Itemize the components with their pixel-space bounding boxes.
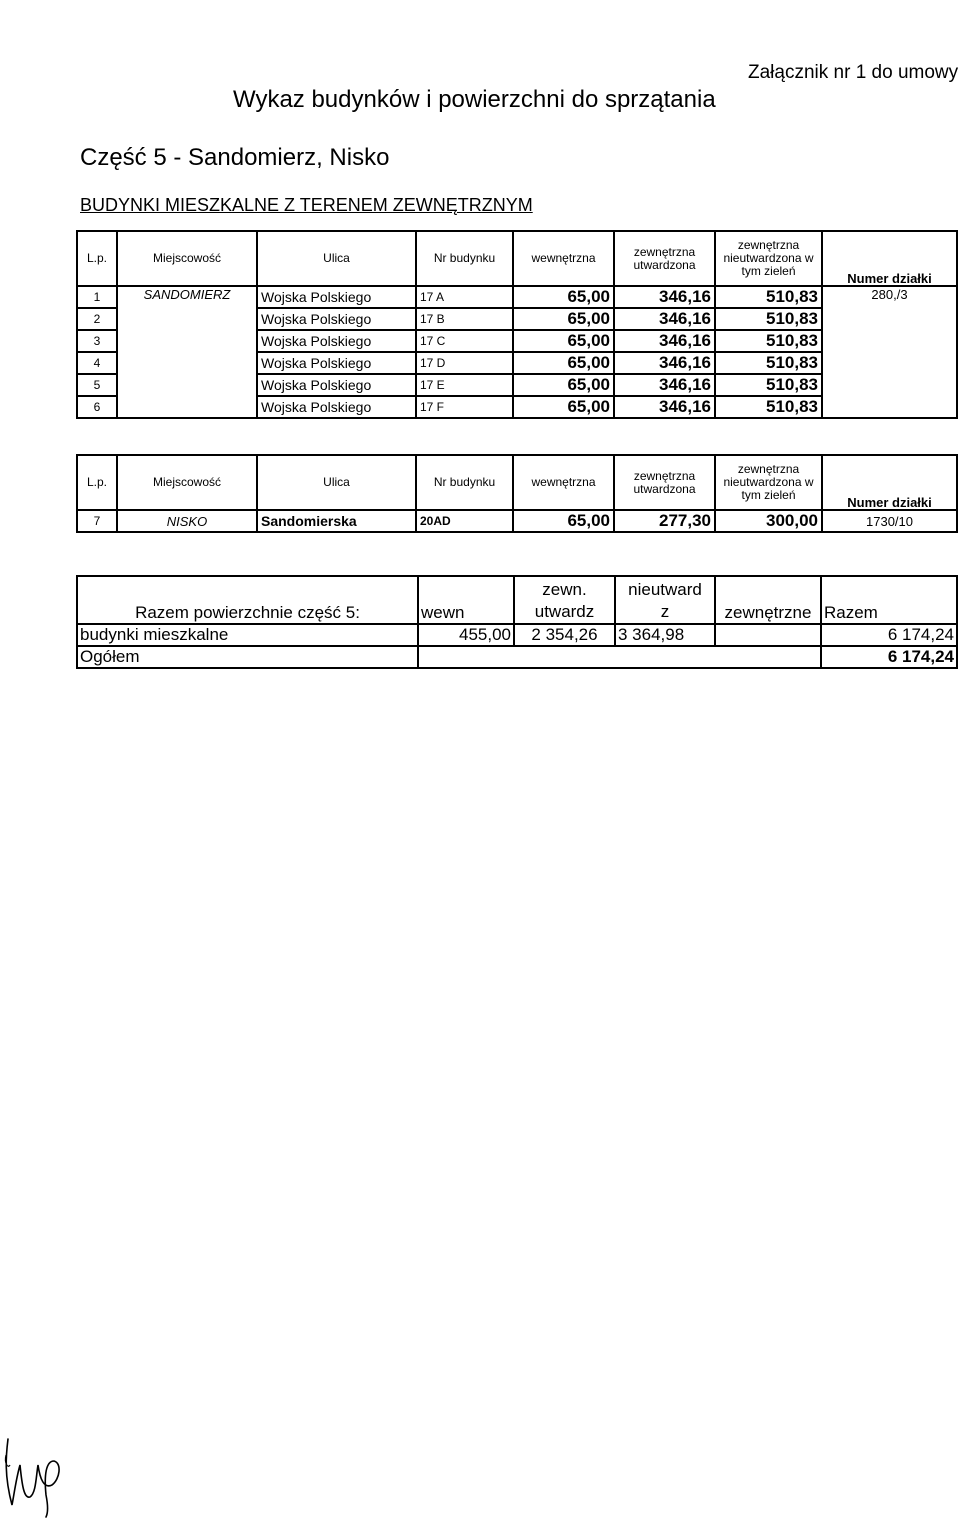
row-city: NISKO	[117, 510, 257, 532]
row-street: Wojska Polskiego	[257, 308, 416, 330]
header-lp: L.p.	[77, 231, 117, 286]
summary-residential-total: 6 174,24	[821, 624, 957, 646]
summary-table	[76, 575, 958, 669]
row-ext-unpaved: 510,83	[715, 330, 822, 352]
header-internal: wewnętrzna	[513, 455, 614, 510]
row-plot: 280,/3	[822, 286, 957, 418]
summary-residential-internal: 455,00	[418, 624, 514, 646]
summary-label: Razem powierzchnie część 5:	[77, 576, 418, 624]
row-lp: 2	[77, 308, 117, 330]
row-building-no: 17 D	[416, 352, 513, 374]
header-ext-paved: zewnętrzna utwardzona	[614, 455, 715, 510]
row-lp: 3	[77, 330, 117, 352]
row-ext-paved: 346,16	[614, 286, 715, 308]
summary-residential-paved: 2 354,26	[514, 624, 615, 646]
handwritten-signature	[0, 1435, 80, 1519]
row-ext-unpaved: 510,83	[715, 396, 822, 418]
header-ext-paved: zewnętrzna utwardzona	[614, 231, 715, 286]
summary-grand-empty	[418, 646, 821, 668]
row-ext-paved: 346,16	[614, 308, 715, 330]
row-ext-paved: 346,16	[614, 352, 715, 374]
row-ext-paved: 346,16	[614, 374, 715, 396]
row-street: Wojska Polskiego	[257, 374, 416, 396]
row-building-no: 17 F	[416, 396, 513, 418]
summary-row-grand	[77, 646, 957, 668]
header-street: Ulica	[257, 455, 416, 510]
row-internal: 65,00	[513, 396, 614, 418]
header-plot: Numer działki	[822, 455, 957, 510]
summary-header-unpaved-line2: z	[660, 602, 670, 621]
row-street: Wojska Polskiego	[257, 286, 416, 308]
header-lp: L.p.	[77, 455, 117, 510]
summary-grand-label: Ogółem	[77, 646, 418, 668]
summary-residential-label: budynki mieszkalne	[77, 624, 418, 646]
row-lp: 6	[77, 396, 117, 418]
summary-residential-external	[715, 624, 821, 646]
row-ext-unpaved: 510,83	[715, 374, 822, 396]
summary-header-unpaved-line1: nieutward	[628, 580, 702, 599]
header-city: Miejscowość	[117, 455, 257, 510]
row-ext-unpaved: 300,00	[715, 510, 822, 532]
part-heading: Część 5 - Sandomierz, Nisko	[80, 144, 390, 171]
summary-header-total: Razem	[821, 576, 957, 624]
row-building-no: 17 B	[416, 308, 513, 330]
row-lp: 4	[77, 352, 117, 374]
row-ext-paved: 346,16	[614, 396, 715, 418]
row-street: Sandomierska	[257, 510, 416, 532]
row-street: Wojska Polskiego	[257, 396, 416, 418]
row-ext-paved: 277,30	[614, 510, 715, 532]
row-building-no: 17 E	[416, 374, 513, 396]
row-internal: 65,00	[513, 286, 614, 308]
summary-header-internal: wewn	[418, 576, 514, 624]
summary-header-external: zewnętrzne	[715, 576, 821, 624]
row-city: SANDOMIERZ	[117, 286, 257, 418]
summary-header-unpaved	[615, 576, 715, 624]
buildings-table-sandomierz	[76, 230, 958, 419]
section-heading: BUDYNKI MIESZKALNE Z TERENEM ZEWNĘTRZNYM	[80, 195, 533, 215]
header-ext-unpaved: zewnętrzna nieutwardzona w tym zieleń	[715, 231, 822, 286]
row-lp: 7	[77, 510, 117, 532]
summary-header-paved-line1: zewn.	[542, 580, 587, 599]
summary-row-residential	[77, 624, 957, 646]
buildings-table-nisko	[76, 454, 958, 533]
header-internal: wewnętrzna	[513, 231, 614, 286]
summary-header-paved	[514, 576, 615, 624]
row-internal: 65,00	[513, 374, 614, 396]
table-row	[77, 510, 957, 532]
header-building-no: Nr budynku	[416, 455, 513, 510]
row-lp: 1	[77, 286, 117, 308]
header-city: Miejscowość	[117, 231, 257, 286]
summary-grand-total: 6 174,24	[821, 646, 957, 668]
row-internal: 65,00	[513, 308, 614, 330]
row-internal: 65,00	[513, 330, 614, 352]
header-ext-unpaved: zewnętrzna nieutwardzona w tym zieleń	[715, 455, 822, 510]
row-internal: 65,00	[513, 510, 614, 532]
row-lp: 5	[77, 374, 117, 396]
row-ext-unpaved: 510,83	[715, 286, 822, 308]
summary-header-paved-line2: utwardz	[534, 602, 595, 621]
summary-residential-unpaved: 3 364,98	[615, 624, 715, 646]
header-street: Ulica	[257, 231, 416, 286]
document-title: Wykaz budynków i powierzchni do sprzątania	[233, 86, 716, 113]
row-building-no: 20AD	[416, 510, 513, 532]
row-plot: 1730/10	[822, 510, 957, 532]
table-row	[77, 286, 957, 308]
row-ext-paved: 346,16	[614, 330, 715, 352]
annex-label: Załącznik nr 1 do umowy	[748, 62, 959, 83]
row-internal: 65,00	[513, 352, 614, 374]
row-street: Wojska Polskiego	[257, 330, 416, 352]
header-building-no: Nr budynku	[416, 231, 513, 286]
row-building-no: 17 A	[416, 286, 513, 308]
row-building-no: 17 C	[416, 330, 513, 352]
row-ext-unpaved: 510,83	[715, 308, 822, 330]
row-street: Wojska Polskiego	[257, 352, 416, 374]
row-ext-unpaved: 510,83	[715, 352, 822, 374]
header-plot: Numer działki	[822, 231, 957, 286]
